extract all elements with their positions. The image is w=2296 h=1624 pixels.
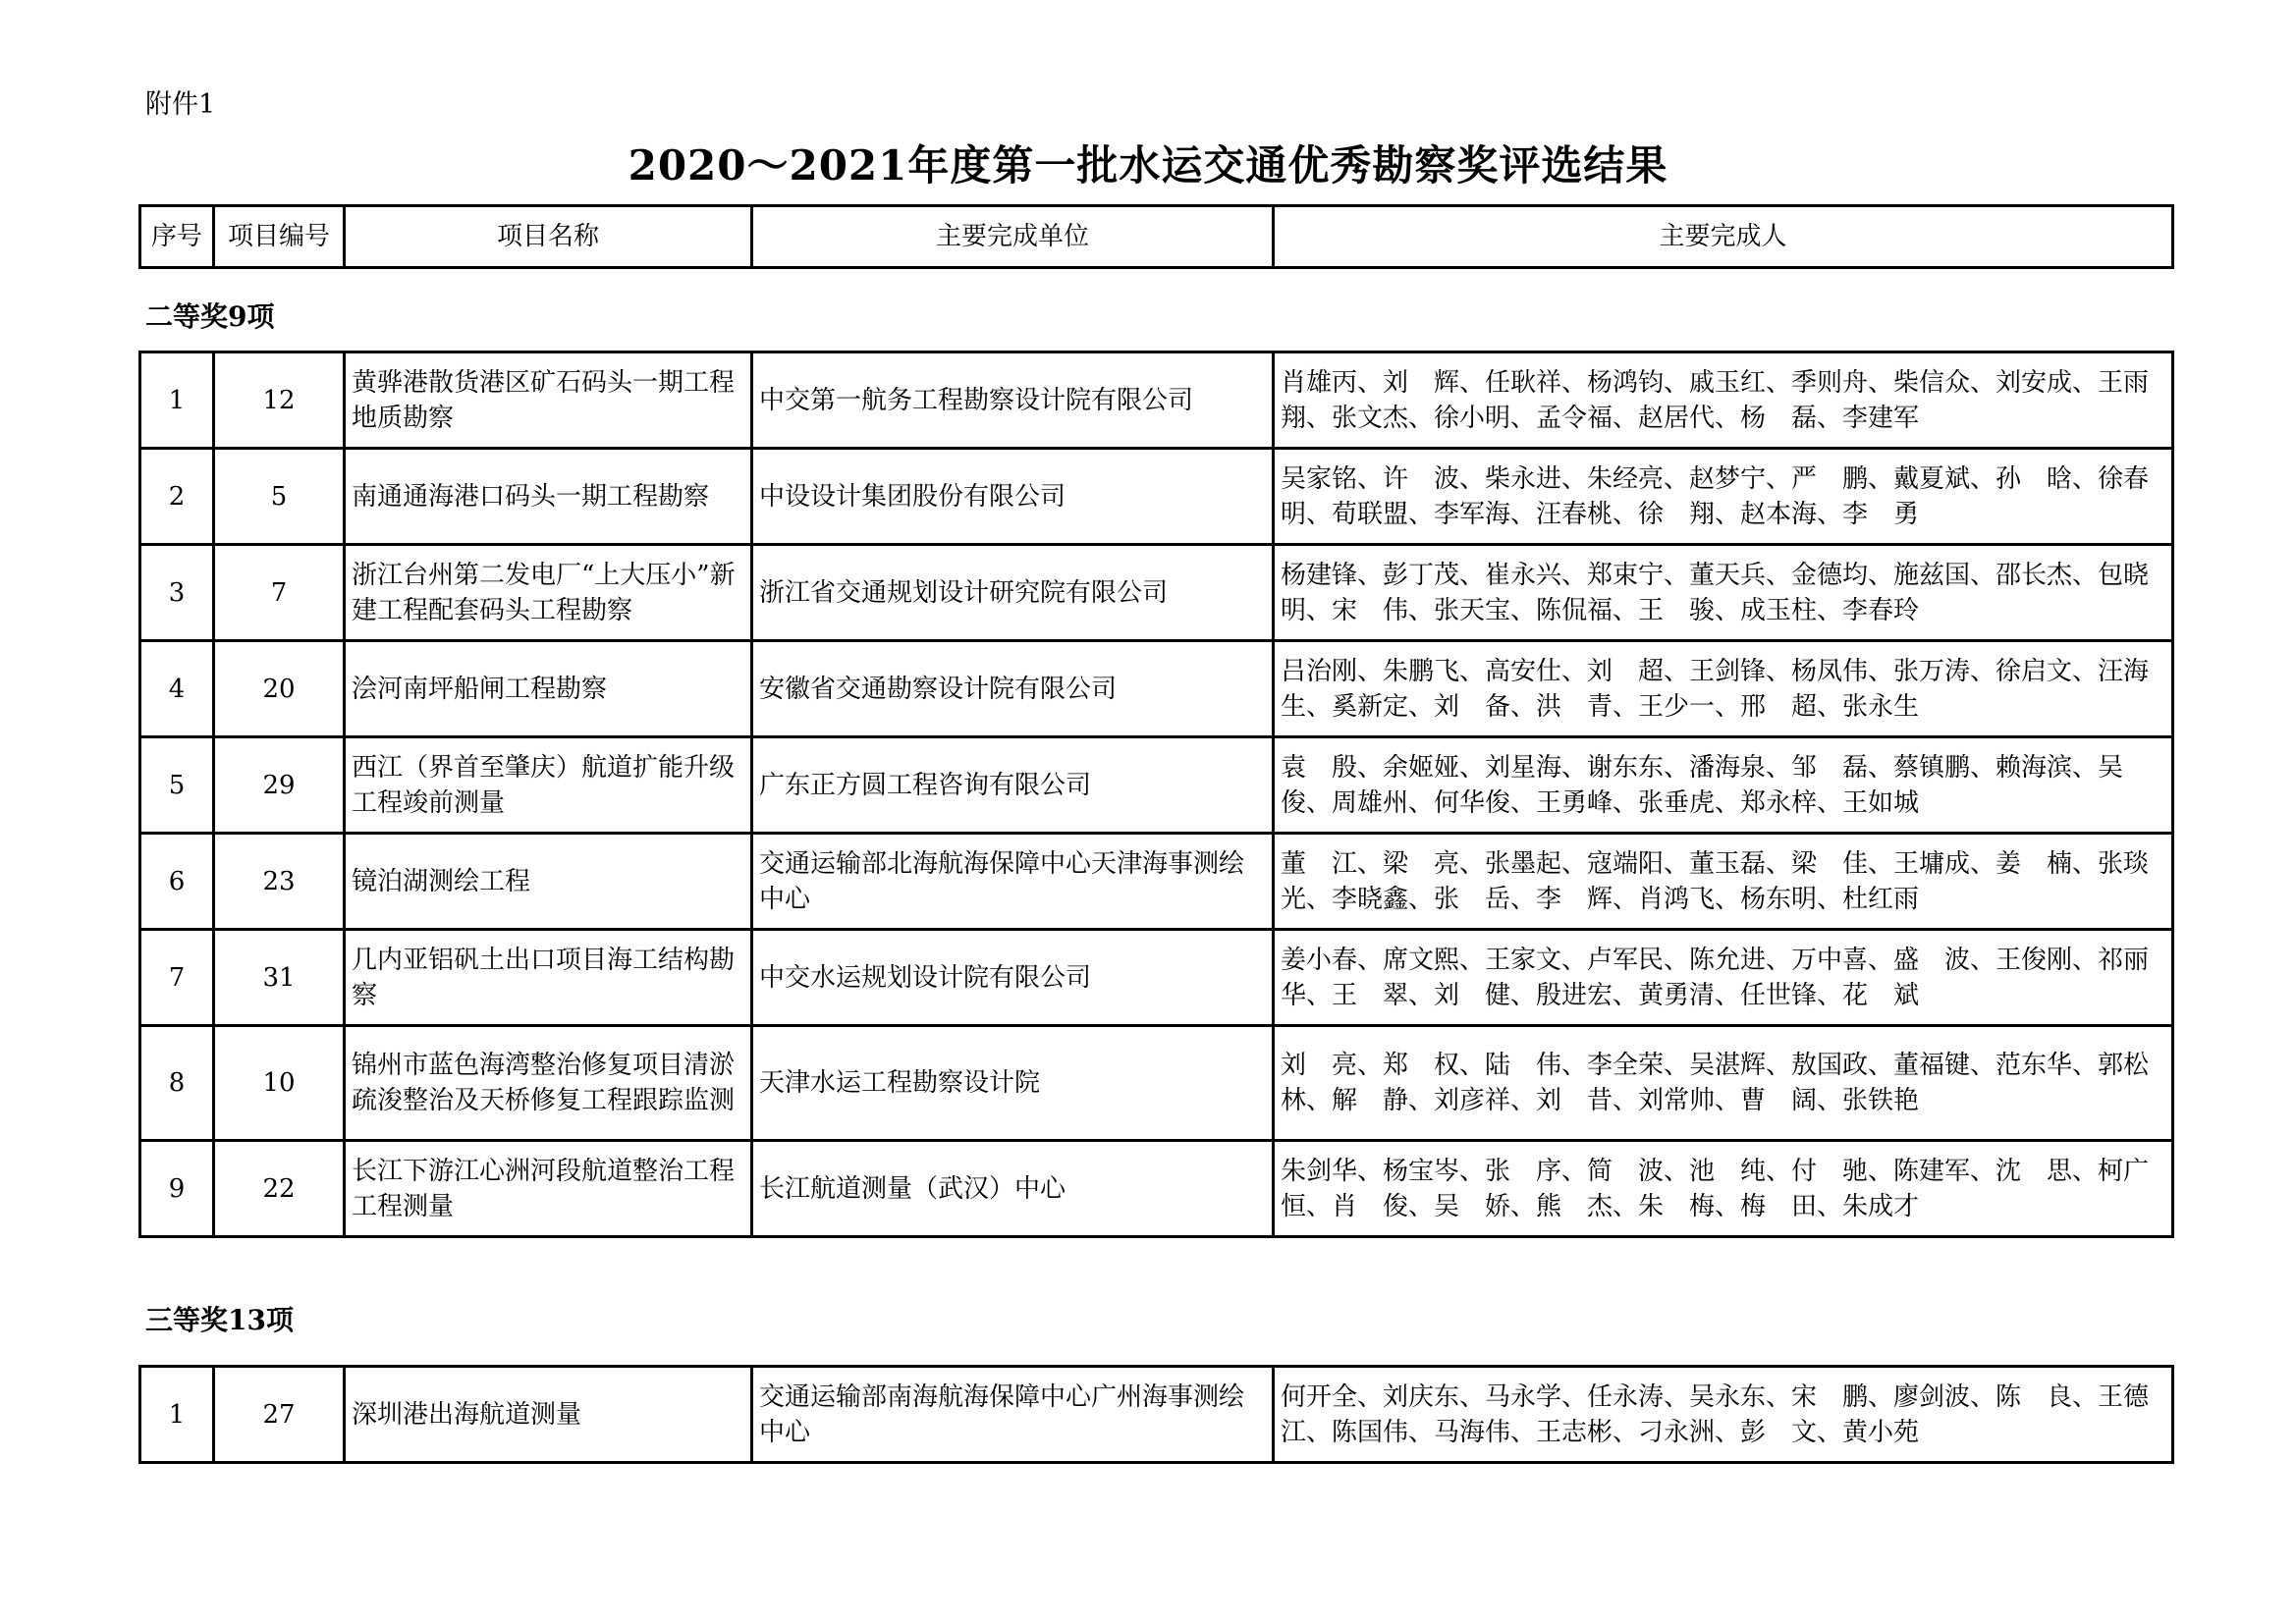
cell-code: 27 [214,1367,345,1463]
cell-code: 20 [214,641,345,737]
cell-unit: 交通运输部南海航海保障中心广州海事测绘中心 [752,1367,1274,1463]
cell-unit: 中交水运规划设计院有限公司 [752,930,1274,1026]
cell-name: 长江下游江心洲河段航道整治工程工程测量 [345,1141,752,1237]
cell-no: 9 [140,1141,214,1237]
cell-people: 刘 亮、郑 权、陆 伟、李全荣、吴湛辉、敖国政、董福键、范东华、郭松林、解 静、刘彦祥、刘 昔、刘常帅、曹 阔、张铁艳 [1274,1026,2173,1141]
cell-name: 锦州市蓝色海湾整治修复项目清淤疏浚整治及天桥修复工程跟踪监测 [345,1026,752,1141]
attachment-label: 附件1 [145,89,216,120]
cell-unit: 广东正方圆工程咨询有限公司 [752,737,1274,834]
cell-no: 1 [140,352,214,449]
cell-people: 吴家铭、许 波、柴永进、朱经亮、赵梦宁、严 鹏、戴夏斌、孙 晗、徐春明、荀联盟、李军海、汪春桃、徐 翔、赵本海、李 勇 [1274,449,2173,545]
header-people: 主要完成人 [1274,206,2173,268]
cell-name: 镜泊湖测绘工程 [345,834,752,930]
cell-unit: 安徽省交通勘察设计院有限公司 [752,641,1274,737]
cell-people: 姜小春、席文熙、王家文、卢军民、陈允进、万中喜、盛 波、王俊刚、祁丽华、王 翠、刘 健、殷进宏、黄勇清、任世锋、花 斌 [1274,930,2173,1026]
cell-no: 3 [140,545,214,641]
table-row [140,449,2173,545]
section-heading-second-prize: 二等奖9项 [145,300,275,333]
cell-people: 袁 殷、余姬娅、刘星海、谢东东、潘海泉、邹 磊、蔡镇鹏、赖海滨、吴 俊、周雄州、何华俊、王勇峰、张垂虎、郑永梓、王如城 [1274,737,2173,834]
table-row [140,1367,2173,1463]
cell-name: 几内亚铝矾土出口项目海工结构勘察 [345,930,752,1026]
section-heading-third-prize: 三等奖13项 [145,1304,294,1336]
cell-name: 浍河南坪船闸工程勘察 [345,641,752,737]
cell-code: 22 [214,1141,345,1237]
cell-no: 7 [140,930,214,1026]
cell-code: 5 [214,449,345,545]
cell-code: 29 [214,737,345,834]
cell-people: 肖雄丙、刘 辉、任耿祥、杨鸿钧、戚玉红、季则舟、柴信众、刘安成、王雨翔、张文杰、徐小明、孟令福、赵居代、杨 磊、李建军 [1274,352,2173,449]
cell-code: 23 [214,834,345,930]
cell-name: 西江（界首至肇庆）航道扩能升级工程竣前测量 [345,737,752,834]
cell-name: 深圳港出海航道测量 [345,1367,752,1463]
cell-name: 浙江台州第二发电厂“上大压小”新建工程配套码头工程勘察 [345,545,752,641]
cell-unit: 中交第一航务工程勘察设计院有限公司 [752,352,1274,449]
cell-unit: 交通运输部北海航海保障中心天津海事测绘中心 [752,834,1274,930]
cell-unit: 长江航道测量（武汉）中心 [752,1141,1274,1237]
cell-no: 1 [140,1367,214,1463]
table-row [140,737,2173,834]
cell-people: 吕治刚、朱鹏飞、高安仕、刘 超、王剑锋、杨凤伟、张万涛、徐启文、汪海生、奚新定、刘 备、洪 青、王少一、邢 超、张永生 [1274,641,2173,737]
table-row [140,1026,2173,1141]
table-row [140,930,2173,1026]
header-row [140,206,2173,268]
page-title: 2020～2021年度第一批水运交通优秀勘察奖评选结果 [628,141,1668,189]
header-code: 项目编号 [214,206,345,268]
cell-unit: 浙江省交通规划设计研究院有限公司 [752,545,1274,641]
cell-code: 10 [214,1026,345,1141]
table-row [140,641,2173,737]
cell-no: 2 [140,449,214,545]
cell-people: 董 江、梁 亮、张墨起、寇端阳、董玉磊、梁 佳、王墉成、姜 楠、张琰光、李晓鑫、张 岳、李 辉、肖鸿飞、杨东明、杜红雨 [1274,834,2173,930]
table-row [140,834,2173,930]
header-no: 序号 [140,206,214,268]
cell-people: 朱剑华、杨宝岑、张 序、简 波、池 纯、付 驰、陈建军、沈 思、柯广恒、肖 俊、吴 娇、熊 杰、朱 梅、梅 田、朱成才 [1274,1141,2173,1237]
cell-code: 7 [214,545,345,641]
table-row [140,545,2173,641]
second-prize-table [138,351,2174,1238]
cell-code: 31 [214,930,345,1026]
table-header [138,204,2174,269]
cell-no: 4 [140,641,214,737]
cell-people: 何开全、刘庆东、马永学、任永涛、吴永东、宋 鹏、廖剑波、陈 良、王德江、陈国伟、马海伟、王志彬、刁永洲、彭 文、黄小苑 [1274,1367,2173,1463]
cell-no: 8 [140,1026,214,1141]
third-prize-table [138,1365,2174,1464]
cell-unit: 天津水运工程勘察设计院 [752,1026,1274,1141]
cell-no: 5 [140,737,214,834]
table-row [140,352,2173,449]
cell-name: 黄骅港散货港区矿石码头一期工程地质勘察 [345,352,752,449]
cell-name: 南通通海港口码头一期工程勘察 [345,449,752,545]
header-unit: 主要完成单位 [752,206,1274,268]
cell-people: 杨建锋、彭丁茂、崔永兴、郑束宁、董天兵、金德均、施兹国、邵长杰、包晓明、宋 伟、张天宝、陈侃福、王 骏、成玉柱、李春玲 [1274,545,2173,641]
table-row [140,1141,2173,1237]
cell-code: 12 [214,352,345,449]
cell-unit: 中设设计集团股份有限公司 [752,449,1274,545]
header-name: 项目名称 [345,206,752,268]
cell-no: 6 [140,834,214,930]
